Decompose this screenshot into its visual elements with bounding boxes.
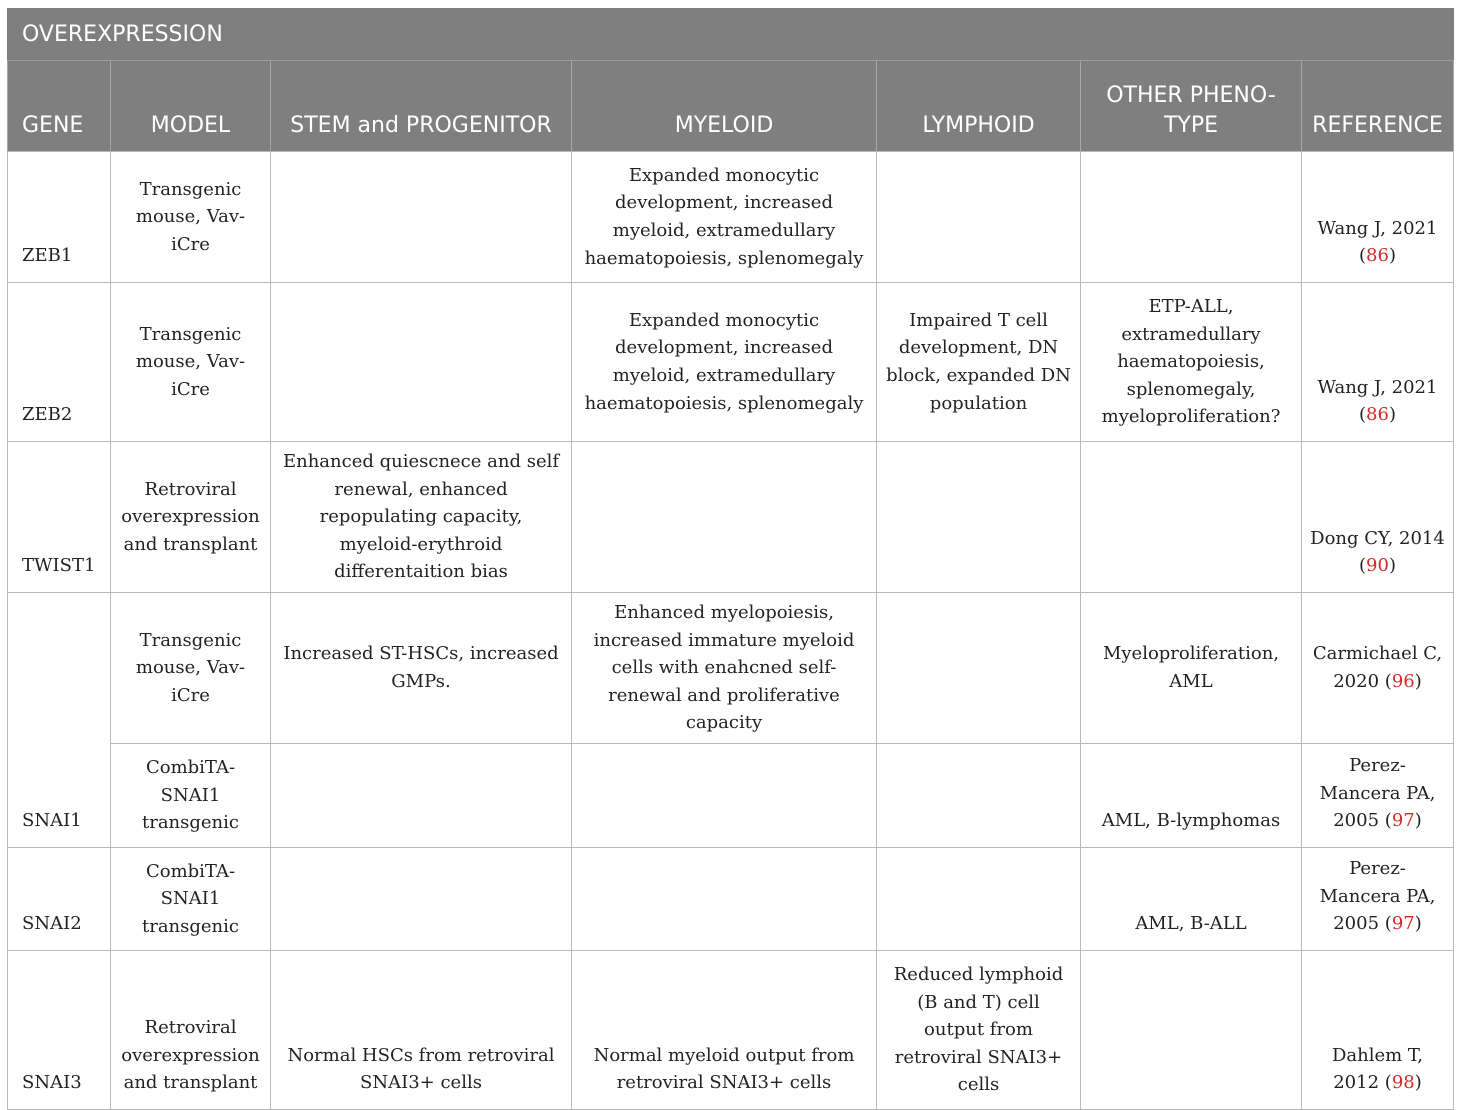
- table-title: OVEREXPRESSION: [8, 9, 1454, 61]
- citation-open: (: [1384, 913, 1392, 935]
- model-cell: CombiTA-SNAI1 transgenic: [111, 847, 271, 950]
- reference-cell: [1302, 743, 1454, 847]
- citation-open: (: [1359, 245, 1367, 267]
- table-title-row: [8, 9, 1454, 61]
- gene-cell: SNAI2: [8, 847, 111, 950]
- header-stem-progenitor: STEM and PROGENITOR: [271, 61, 572, 152]
- model-cell: Transgenic mouse, Vav-iCre: [111, 592, 271, 743]
- citation-close: ): [1388, 404, 1396, 426]
- citation-link[interactable]: 96: [1391, 670, 1415, 692]
- model-cell: Retroviral overexpression and transplant: [111, 950, 271, 1109]
- stem-cell: Increased ST-HSCs, increased GMPs.: [271, 592, 572, 743]
- myeloid-cell: Normal myeloid output from retroviral SNAI3+ cells: [572, 950, 877, 1109]
- model-cell: Transgenic mouse, Vav-iCre: [111, 152, 271, 283]
- model-cell: Retroviral overexpression and transplant: [111, 442, 271, 593]
- reference-text: Perez-Mancera PA, 2005: [1319, 858, 1436, 935]
- citation-link[interactable]: 97: [1391, 913, 1415, 935]
- myeloid-cell: Expanded monocytic development, increased myeloid, extramedullary haematopoiesis, splenomegaly: [572, 283, 877, 442]
- reference-cell: [1302, 592, 1454, 743]
- citation-close: ): [1388, 245, 1396, 267]
- gene-cell: SNAI3: [8, 950, 111, 1109]
- other-phenotype-cell: AML, B-ALL: [1081, 847, 1302, 950]
- citation-open: (: [1384, 670, 1392, 692]
- citation-open: (: [1359, 404, 1367, 426]
- reference-cell: [1302, 950, 1454, 1109]
- table-row: [8, 847, 1454, 950]
- header-reference: REFERENCE: [1302, 61, 1454, 152]
- header-other-line1: OTHER PHENO-: [1106, 83, 1276, 108]
- gene-cell: SNAI1: [8, 592, 111, 847]
- model-cell: Transgenic mouse, Vav-iCre: [111, 283, 271, 442]
- citation-close: ): [1388, 555, 1396, 577]
- other-phenotype-cell: [1081, 950, 1302, 1109]
- gene-cell: ZEB2: [8, 283, 111, 442]
- header-gene: GENE: [8, 61, 111, 152]
- other-phenotype-cell: AML, B-lymphomas: [1081, 743, 1302, 847]
- stem-cell: Enhanced quiescnece and self renewal, enhanced repopulating capacity, myeloid-erythroid differentaition bias: [271, 442, 572, 593]
- overexpression-table-container: [7, 8, 1453, 1110]
- myeloid-cell: [572, 743, 877, 847]
- reference-text: Carmichael C, 2020: [1312, 643, 1443, 692]
- table-row: [8, 950, 1454, 1109]
- reference-cell: [1302, 152, 1454, 283]
- reference-text: Perez-Mancera PA, 2005: [1319, 755, 1436, 832]
- table-header-row: [8, 61, 1454, 152]
- myeloid-cell: Enhanced myelopoiesis, increased immature myeloid cells with enahcned self-renewal and proliferative capacity: [572, 592, 877, 743]
- citation-link[interactable]: 98: [1391, 1072, 1415, 1094]
- reference-cell: [1302, 283, 1454, 442]
- stem-cell: [271, 283, 572, 442]
- reference-text: Dong CY, 2014: [1310, 527, 1445, 549]
- citation-open: (: [1384, 1072, 1392, 1094]
- citation-close: ): [1414, 810, 1422, 832]
- citation-open: (: [1359, 555, 1367, 577]
- table-row: [8, 152, 1454, 283]
- lymphoid-cell: Reduced lymphoid (B and T) cell output from retroviral SNAI3+ cells: [877, 950, 1081, 1109]
- citation-link[interactable]: 86: [1366, 245, 1389, 267]
- myeloid-cell: [572, 847, 877, 950]
- other-phenotype-cell: Myeloproliferation, AML: [1081, 592, 1302, 743]
- reference-text: Dahlem T, 2012: [1331, 1044, 1424, 1094]
- header-other-line2: TYPE: [1163, 113, 1219, 138]
- citation-link[interactable]: 90: [1366, 555, 1389, 577]
- overexpression-table: [7, 8, 1454, 1110]
- other-phenotype-cell: ETP-ALL, extramedullary haematopoiesis, splenomegaly, myeloproliferation?: [1081, 283, 1302, 442]
- table-row: [8, 743, 1454, 847]
- other-phenotype-cell: [1081, 152, 1302, 283]
- header-lymphoid: LYMPHOID: [877, 61, 1081, 152]
- header-myeloid: MYELOID: [572, 61, 877, 152]
- stem-cell: Normal HSCs from retroviral SNAI3+ cells: [271, 950, 572, 1109]
- stem-cell: [271, 743, 572, 847]
- citation-link[interactable]: 97: [1391, 810, 1415, 832]
- reference-cell: [1302, 847, 1454, 950]
- citation-close: ): [1414, 913, 1422, 935]
- stem-cell: [271, 152, 572, 283]
- myeloid-cell: Expanded monocytic development, increased myeloid, extramedullary haematopoiesis, splenomegaly: [572, 152, 877, 283]
- stem-cell: [271, 847, 572, 950]
- reference-cell: [1302, 442, 1454, 593]
- model-cell: CombiTA-SNAI1 transgenic: [111, 743, 271, 847]
- lymphoid-cell: [877, 847, 1081, 950]
- table-row: [8, 592, 1454, 743]
- lymphoid-cell: [877, 152, 1081, 283]
- lymphoid-cell: Impaired T cell development, DN block, expanded DN population: [877, 283, 1081, 442]
- gene-cell: TWIST1: [8, 442, 111, 593]
- myeloid-cell: [572, 442, 877, 593]
- other-phenotype-cell: [1081, 442, 1302, 593]
- header-other-phenotype: [1081, 61, 1302, 152]
- citation-close: ): [1414, 1072, 1422, 1094]
- citation-open: (: [1384, 810, 1392, 832]
- table-row: [8, 442, 1454, 593]
- lymphoid-cell: [877, 592, 1081, 743]
- gene-cell: ZEB1: [8, 152, 111, 283]
- reference-text: Wang J, 2021: [1317, 376, 1438, 398]
- header-model: MODEL: [111, 61, 271, 152]
- lymphoid-cell: [877, 743, 1081, 847]
- citation-close: ): [1414, 670, 1422, 692]
- reference-text: Wang J, 2021: [1317, 217, 1438, 239]
- table-row: [8, 283, 1454, 442]
- citation-link[interactable]: 86: [1366, 404, 1389, 426]
- lymphoid-cell: [877, 442, 1081, 593]
